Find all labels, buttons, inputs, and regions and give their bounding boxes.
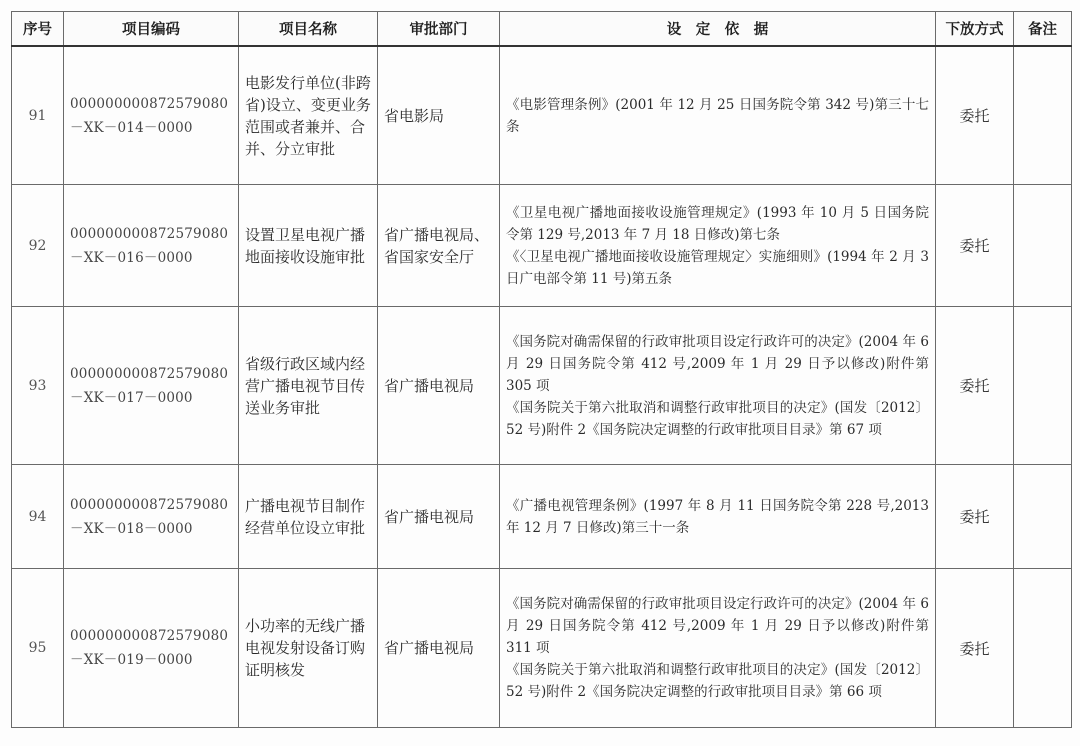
row-seq: 93	[12, 307, 64, 465]
row-department: 省广播电视局	[378, 569, 500, 728]
row-legal-basis: 《卫星电视广播地面接收设施管理规定》(1993 年 10 月 5 日国务院令第 129 号,2013 年 7 月 18 日修改)第七条 《〈卫星电视广播地面接收设施管理规定〉实施细则》(1994 年 2 月 3 日广电部令第 11 号)第五条	[500, 185, 936, 307]
row-delegation-mode: 委托	[936, 46, 1014, 185]
row-code	[64, 46, 239, 185]
row-code-line2: －XK－018－0000	[70, 520, 193, 537]
row-item-name: 广播电视节目制作经营单位设立审批	[239, 465, 378, 569]
row-code-line1: 000000000872579080	[70, 496, 229, 513]
row-department: 省广播电视局、省国家安全厅	[378, 185, 500, 307]
header-note: 备注	[1014, 12, 1072, 47]
row-item-name: 设置卫星电视广播地面接收设施审批	[239, 185, 378, 307]
row-code-line2: －XK－017－0000	[70, 389, 193, 406]
row-code	[64, 465, 239, 569]
row-note	[1014, 465, 1072, 569]
row-code-line1: 000000000872579080	[70, 628, 229, 644]
row-code	[64, 307, 239, 465]
table-row	[12, 307, 1072, 465]
row-note	[1014, 46, 1072, 185]
row-department: 省广播电视局	[378, 465, 500, 569]
row-item-name: 小功率的无线广播电视发射设备订购证明核发	[239, 569, 378, 728]
row-delegation-mode: 委托	[936, 465, 1014, 569]
row-code-line2: －XK－019－0000	[70, 652, 193, 668]
table-row	[12, 185, 1072, 307]
approval-items-table	[11, 11, 1072, 728]
row-delegation-mode: 委托	[936, 185, 1014, 307]
table-row	[12, 46, 1072, 185]
header-code: 项目编码	[64, 12, 239, 47]
header-name: 项目名称	[239, 12, 378, 47]
row-code-line2: －XK－016－0000	[70, 249, 193, 266]
row-seq: 92	[12, 185, 64, 307]
table-header-row	[12, 12, 1072, 47]
header-mode: 下放方式	[936, 12, 1014, 47]
row-code	[64, 185, 239, 307]
row-item-name: 省级行政区域内经营广播电视节目传送业务审批	[239, 307, 378, 465]
row-code-line1: 000000000872579080	[70, 95, 229, 112]
row-note	[1014, 185, 1072, 307]
row-code	[64, 569, 239, 728]
row-code-line2: －XK－014－0000	[70, 119, 193, 136]
row-delegation-mode: 委托	[936, 569, 1014, 728]
table-row	[12, 569, 1072, 728]
row-legal-basis: 《电影管理条例》(2001 年 12 月 25 日国务院令第 342 号)第三十七条	[500, 46, 936, 185]
row-code-line1: 000000000872579080	[70, 365, 229, 382]
row-seq: 95	[12, 569, 64, 728]
row-code-line1: 000000000872579080	[70, 225, 229, 242]
row-seq: 91	[12, 46, 64, 185]
row-legal-basis: 《国务院对确需保留的行政审批项目设定行政许可的决定》(2004 年 6 月 29 日国务院令第 412 号,2009 年 1 月 29 日予以修改)附件第 311 项 《国务院关于第六批取消和调整行政审批项目的决定》(国发〔2012〕52 号)附件 2《国务院决定调整的行政审批项目目录》第 66 项	[500, 569, 936, 728]
header-dept: 审批部门	[378, 12, 500, 47]
row-note	[1014, 307, 1072, 465]
row-note	[1014, 569, 1072, 728]
row-item-name: 电影发行单位(非跨省)设立、变更业务范围或者兼并、合并、分立审批	[239, 46, 378, 185]
row-department: 省电影局	[378, 46, 500, 185]
table-row	[12, 465, 1072, 569]
row-seq: 94	[12, 465, 64, 569]
row-legal-basis: 《广播电视管理条例》(1997 年 8 月 11 日国务院令第 228 号,2013 年 12 月 7 日修改)第三十一条	[500, 465, 936, 569]
row-department: 省广播电视局	[378, 307, 500, 465]
row-legal-basis: 《国务院对确需保留的行政审批项目设定行政许可的决定》(2004 年 6 月 29 日国务院令第 412 号,2009 年 1 月 29 日予以修改)附件第 305 项 《国务院关于第六批取消和调整行政审批项目的决定》(国发〔2012〕52 号)附件 2《国务院决定调整的行政审批项目目录》第 67 项	[500, 307, 936, 465]
header-basis: 设 定 依 据	[500, 12, 936, 47]
row-delegation-mode: 委托	[936, 307, 1014, 465]
header-seq: 序号	[12, 12, 64, 47]
